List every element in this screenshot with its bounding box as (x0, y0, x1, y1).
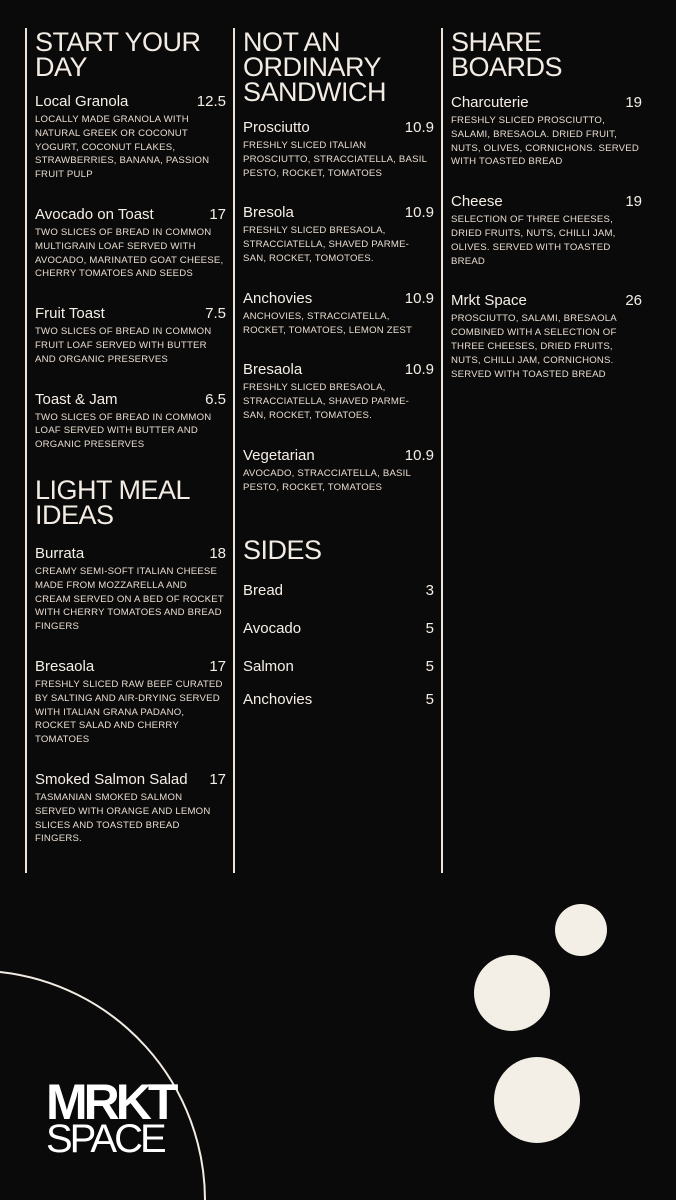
item-price: 19 (625, 193, 642, 211)
menu-item (35, 206, 230, 281)
menu-column-1 (25, 28, 230, 873)
side-item (243, 582, 438, 599)
side-name: Bread (243, 582, 284, 600)
side-price: 3 (425, 582, 434, 600)
menu-item (35, 305, 230, 366)
item-price: 10.9 (404, 119, 434, 136)
item-name: Smoked Salmon Salad (35, 770, 188, 788)
item-price: 10.9 (404, 361, 434, 379)
menu-item (243, 447, 438, 495)
item-price: 12.5 (196, 93, 226, 110)
item-description: ANCHOVIES, STRACCIATELLA, ROCKET, TOMATOES, LEMON ZEST (243, 310, 413, 336)
side-price: 5 (425, 658, 434, 676)
item-description: SELECTION OF THREE CHEESES, DRIED FRUITS, NUTS, CHILLI JAM, OLIVES. SERVED WITH TOASTED BREAD (451, 214, 616, 267)
item-name: Anchovies (243, 289, 313, 307)
menu-item (35, 771, 230, 846)
item-name: Charcuterie (451, 94, 529, 111)
item-price: 7.5 (205, 305, 226, 323)
menu-item (35, 658, 230, 747)
menu-item (451, 292, 646, 381)
item-description: PROSCIUTTO, SALAMI, BRESAOLA COMBINED WITH A SELECTION OF THREE CHEESES, DRIED FRUITS, NUTS, CHILLI JAM, CORNICHONS. SERVED WITH TOASTED BREAD (451, 313, 617, 380)
side-name: Salmon (243, 658, 294, 676)
section-start-your-day (35, 27, 230, 452)
item-name: Mrkt Space (451, 292, 527, 310)
item-name: Fruit Toast (35, 305, 105, 323)
item-name: Burrata (35, 544, 85, 562)
side-price: 5 (425, 691, 434, 709)
item-price: 18 (209, 544, 226, 562)
item-description: FRESHLY SLICED BRESAOLA, STRACCIATELLA, SHAVED PARME-SAN, ROCKET, TOMOTOES. (243, 225, 410, 264)
item-name: Local Granola (35, 93, 129, 110)
decorative-circle-small (555, 904, 607, 956)
item-price: 19 (625, 94, 642, 111)
item-price: 10.9 (404, 446, 434, 464)
item-name: Prosciutto (243, 119, 310, 136)
item-description: TASMANIAN SMOKED SALMON SERVED WITH ORANGE AND LEMON SLICES AND TOASTED BREAD FINGERS. (35, 791, 211, 845)
menu-item (451, 94, 646, 169)
section-heading: SIDES (243, 535, 322, 566)
section-not-an-ordinary-sandwich (243, 27, 438, 494)
item-name: Avocado on Toast (35, 205, 154, 223)
section-sides (243, 535, 438, 709)
item-description: AVOCADO, STRACCIATELLA, BASIL PESTO, ROCKET, TOMATOES (243, 467, 411, 493)
item-price: 17 (209, 657, 226, 675)
item-description: CREAMY SEMI-SOFT ITALIAN CHEESE MADE FROM MOZZARELLA AND CREAM SERVED ON A BED OF ROCKET WITH CHERRY TOMATOES AND BREAD FINGERS (35, 565, 224, 633)
item-description: LOCALLY MADE GRANOLA WITH NATURAL GREEK OR COCONUT YOGURT, COCONUT FLAKES, STRAWBERRIES, BANANA, PASSION FRUIT PULP (35, 114, 210, 181)
item-description: FRESHLY SLICED ITALIAN PROSCIUTTO, STRACCIATELLA, BASIL PESTO, ROCKET, TOMATOES (243, 140, 427, 179)
menu-item (243, 204, 438, 265)
item-description: TWO SLICES OF BREAD IN COMMON FRUIT LOAF SERVED WITH BUTTER AND ORGANIC PRESERVES (35, 326, 212, 365)
side-item (243, 691, 438, 708)
menu-column-2 (233, 28, 438, 873)
item-price: 26 (625, 292, 642, 310)
item-description: FRESHLY SLICED PROSCIUTTO, SALAMI, BRESAOLA. DRIED FRUIT, NUTS, OLIVES, CORNICHONS. SERVED WITH TOASTED BREAD (451, 115, 640, 168)
menu-item (35, 391, 230, 452)
logo-text-top: MRKT (46, 1074, 175, 1130)
item-price: 17 (209, 770, 226, 788)
menu-item (243, 119, 438, 180)
item-name: Cheese (451, 193, 503, 211)
decorative-circle-medium (474, 955, 550, 1031)
item-price: 17 (209, 205, 226, 223)
menu-item (35, 545, 230, 634)
side-price: 5 (425, 620, 434, 638)
side-item (243, 658, 438, 675)
logo-text-bottom: SPACE (46, 1117, 164, 1161)
menu-item (243, 361, 438, 422)
side-item (243, 620, 438, 637)
side-name: Anchovies (243, 691, 313, 709)
item-description: FRESHLY SLICED BRESAOLA, STRACCIATELLA, SHAVED PARME-SAN, ROCKET, TOMATOES. (243, 382, 410, 421)
item-description: TWO SLICES OF BREAD IN COMMON LOAF SERVED WITH BUTTER AND ORGANIC PRESERVES (35, 411, 212, 451)
item-description: FRESHLY SLICED RAW BEEF CURATED BY SALTING AND AIR-DRYING SERVED WITH ITALIAN GRANA PADANO, ROCKET SALAD AND CHERRY TOMATOES (35, 678, 223, 746)
section-light-meal-ideas (35, 474, 230, 846)
item-name: Vegetarian (243, 446, 315, 464)
item-name: Toast & Jam (35, 390, 118, 408)
item-description: TWO SLICES OF BREAD IN COMMON MULTIGRAIN LOAF SERVED WITH AVOCADO, MARINATED GOAT CHEESE, CHERRY TOMATOES AND SEEDS (35, 226, 224, 280)
item-price: 6.5 (205, 390, 226, 408)
item-name: Bresaola (35, 657, 95, 675)
item-name: Bresaola (243, 361, 303, 379)
decorative-circle-large (494, 1057, 580, 1143)
section-heading: LIGHT MEAL IDEAS (35, 474, 191, 530)
menu-item (243, 290, 438, 338)
section-heading: NOT AN ORDINARY SANDWICH (243, 27, 386, 107)
item-name: Bresola (243, 204, 294, 222)
section-share-boards (451, 27, 646, 381)
item-price: 10.9 (404, 289, 434, 307)
section-heading: START YOUR DAY (35, 27, 201, 82)
brand-logo (46, 1074, 175, 1161)
side-name: Avocado (243, 620, 302, 638)
menu-item (451, 193, 646, 268)
menu-item (35, 93, 230, 182)
section-heading: SHARE BOARDS (451, 27, 563, 82)
menu-column-3 (441, 28, 646, 873)
item-price: 10.9 (404, 204, 434, 222)
